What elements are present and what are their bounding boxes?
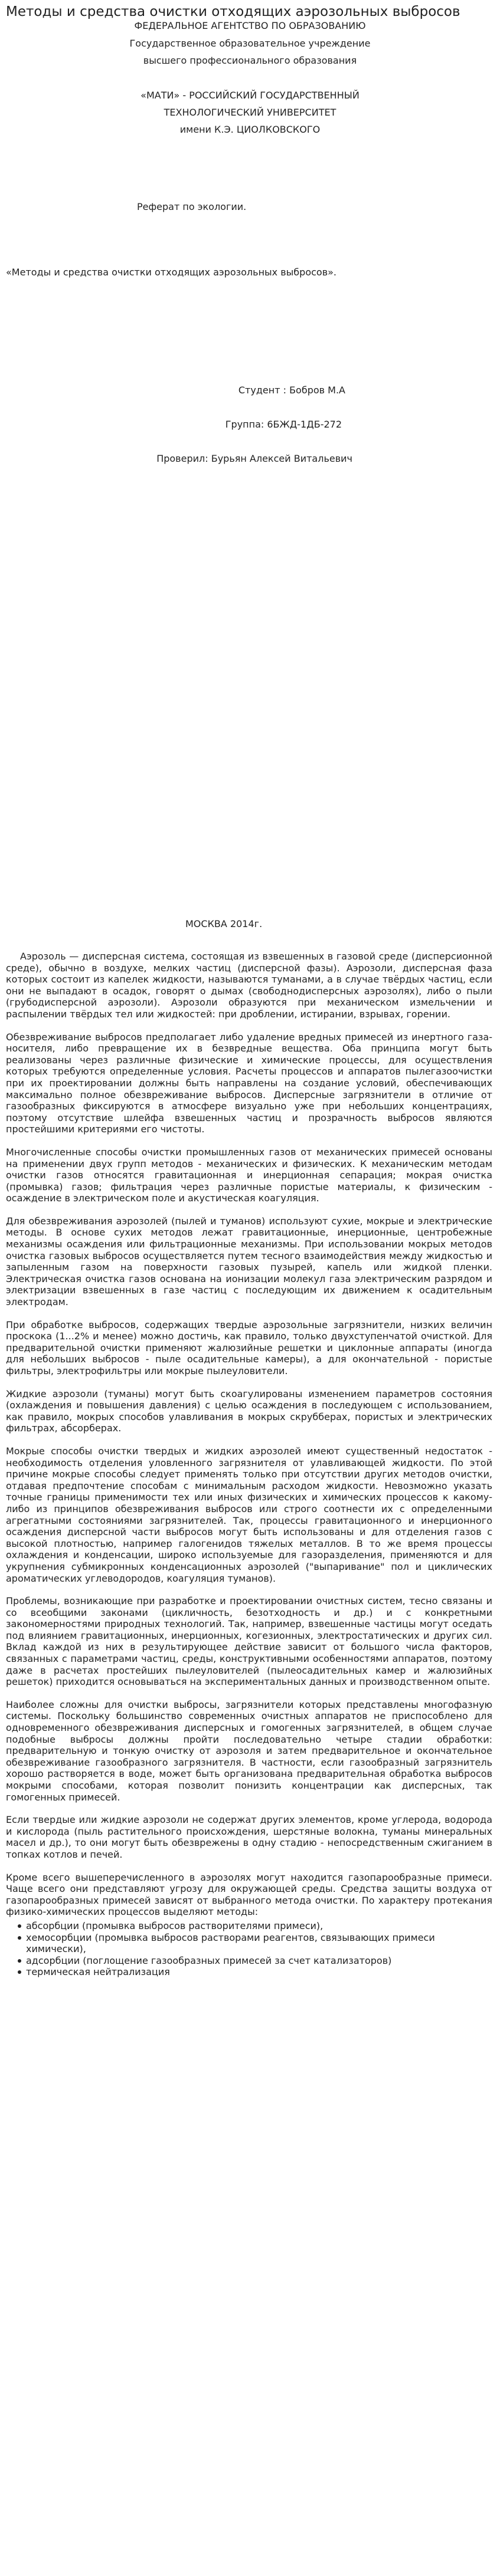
checked-by: Проверил: Бурьян Алексей Витальевич bbox=[156, 453, 352, 464]
report-topic: «Методы и средства очистки отходящих аэрозольных выбросов». bbox=[6, 267, 336, 278]
paragraph: Мокрые способы очистки твердых и жидких аэрозолей имеют существенный недостаток - необходимость отделения уловленного загрязнителя от улавливающей жидкости. По этой причине мокрые способы следует применять только при отсутствии других методов очистки, отдавая предпочтение способам с минимальным расходом жидкости. Невозможно указать точные границы применимости тех или иных физических и химических процессов к какому-либо из принципов обезвреживания выбросов или строго соотнести их с определенными агрегатными состояниями загрязнителей. Так, процессы гравитационного и инерционного осаждения дисперсной части выбросов могут быть использованы и для отделения газов с высокой плотностью, например галогенидов тяжелых металлов. В то же время процессы охлаждения и конденсации, широко используемые для газоразделения, применяются и для укрупнения субмикронных конденсационных аэрозолей ("выпаривание" пол и циклических ароматических углеводородов, коагуляция туманов). bbox=[6, 1445, 492, 1584]
paragraph: При обработке выбросов, содержащих твердые аэрозольные загрязнители, низких величин проскока (1...2% и менее) можно достичь, как правило, только двухступенчатой очисткой. Для предварительной очистки применяют жалюзийные решетки и циклонные аппараты (иногда для небольших выбросов - пыле осадительные камеры), а для окончательной - пористые фильтры, электрофильтры или мокрые пылеуловители. bbox=[6, 1319, 492, 1376]
institution-line: Государственное образовательное учреждение bbox=[129, 38, 371, 49]
list-item: адсорбции (поглощение газообразных примесей за счет катализаторов) bbox=[26, 1955, 492, 1967]
paragraph: Наиболее сложны для очистки выбросы, загрязнители которых представлены многофазную системы. Поскольку большинство современных очистных аппаратов не приспособлено для одновременного обезвреживания дисперсных и гомогенных загрязнителей, в общем случае подобные выбросы должны пройти последовательно четыре стадии обработки: предварительную и тонкую очистку от аэрозоля и затем предварительное и окончательное обезвреживание газообразного загрязнителя. В частности, если газообразный загрязнитель хорошо растворяется в воде, может быть организована предварительная обработка выбросов мокрыми способами, которая позволит понизить концентрации как дисперсных, так гомогенных примесей. bbox=[6, 1698, 492, 1803]
university-line-1: «МАТИ» - РОССИЙСКИЙ ГОСУДАРСТВЕННЫЙ bbox=[140, 90, 360, 101]
education-line: высшего профессионального образования bbox=[143, 55, 357, 66]
agency-line: ФЕДЕРАЛЬНОЕ АГЕНТСТВО ПО ОБРАЗОВАНИЮ bbox=[134, 20, 366, 31]
university-line-3: имени К.Э. ЦИОЛКОВСКОГО bbox=[179, 124, 321, 135]
paragraph: Аэрозоль — дисперсная система, состоящая из взвешенных в газовой среде (дисперсионной среде), обычно в воздухе, мелких частиц (дисперсной фазы). Аэрозоли, дисперсная фаза которых состоит из капелек жидкости, называются туманами, а в случае твёрдых частиц, если они не выпадают в осадок, говорят о дымах (свободнодисперсных аэрозолях), либо о пыли (грубодисперсной аэрозоли). Аэрозоли образуются при механическом измельчении и распылении твёрдых тел или жидкостей: при дроблении, истирании, взрывах, горении. bbox=[6, 951, 492, 1020]
student-name: Студент : Бобров М.А bbox=[238, 385, 345, 396]
list-item: хемосорбции (промывка выбросов растворами реагентов, связывающих примеси химически), bbox=[26, 1932, 492, 1955]
paragraph: Для обезвреживания аэрозолей (пылей и туманов) используют сухие, мокрые и электрические методы. В основе сухих методов лежат гравитационные, инерционные, центробежные механизмы осаждения или фильтрационные механизмы. При использовании мокрых методов очистка газовых выбросов осуществляется путем тесного взаимодействия между жидкостью и запыленным газом на поверхности газовых пузырей, капель или жидкой пленки. Электрическая очистка газов основана на ионизации молекул газа электрическим разрядом и электризации взвешенных в газе частиц с последующим их движением к осадительным электродам. bbox=[6, 1215, 492, 1308]
document-body bbox=[6, 951, 492, 1978]
methods-list bbox=[6, 1920, 492, 1978]
paragraph: Обезвреживание выбросов предполагает либо удаление вредных примесей из инертного газа-носителя, либо превращение их в безвредные вещества. Оба принципа могут быть реализованы через различные физические и химические процессы, для осуществления которых требуются определенные условия. Расчеты процессов и аппаратов пылегазоочистки при их проектировании должны быть направлены на создание условий, обеспечивающих максимально полное обезвреживание выбросов. Дисперсные загрязнители в отличие от газообразных фиксируются в атмосфере визуально уже при небольших концентрациях, поэтому отсутствие шлейфа взвешенных частиц и прозрачность выбросов являются простейшими критериями его чистоты. bbox=[6, 1031, 492, 1135]
paragraph: Многочисленные способы очистки промышленных газов от механических примесей основаны на применении двух групп методов - механических и физических. К механическим методам очистки газов относятся гравитационная и инерционная сепарация; мокрая очистка (промывка) газов; фильтрация через различные пористые материалы, к физическим - осаждение в электрическом поле и акустическая коагуляция. bbox=[6, 1146, 492, 1204]
paragraph: Если твердые или жидкие аэрозоли не содержат других элементов, кроме углерода, водорода и кислорода (пыль растительного происхождения, шерстяные волокна, туманы минеральных масел и др.), то они могут быть обезврежены в одну стадию - непосредственным сжиганием в топках котлов и печей. bbox=[6, 1814, 492, 1860]
paragraph: Кроме всего вышеперечисленного в аэрозолях могут находится газопарообразные примеси. Чаще всего они представляют угрозу для окружающей среды. Средства защиты воздуха от газопарообразных примесей зависят от выбранного метода очистки. По характеру протекания физико-химических процессов выделяют методы: bbox=[6, 1871, 492, 1918]
city-year: МОСКВА 2014г. bbox=[185, 918, 263, 929]
paragraph: Проблемы, возникающие при разработке и проектировании очистных систем, тесно связаны и со всеобщими законами (цикличность, безотходность и др.) и с конкретными закономерностями природных технологий. Так, например, взвешенные частицы могут оседать под влиянием гравитационных, инерционных, когезионных, электростатических и других сил. Вклад каждой из них в результирующее действие зависит от большого числа факторов, связанных с параметрами частиц, среды, конструктивными особенностями аппаратов, поэтому даже в расчетах простейших пылеуловителей (пылеосадительных камер и жалюзийных решеток) приходится основываться на экспериментальных данных и производственном опыте. bbox=[6, 1595, 492, 1688]
paragraph: Жидкие аэрозоли (туманы) могут быть скоагулированы изменением параметров состояния (охлаждения и повышения давления) с целью осаждения в последующем с использованием, как правило, мокрых способов улавливания в мокрых скрубберах, пористых и электрических фильтрах, абсорберах. bbox=[6, 1388, 492, 1434]
page-title: Методы и средства очистки отходящих аэрозольных выбросов bbox=[6, 4, 460, 19]
report-type: Реферат по экологии. bbox=[137, 201, 247, 212]
list-item: абсорбции (промывка выбросов растворителями примеси), bbox=[26, 1920, 492, 1932]
student-group: Группа: 6БЖД-1ДБ-272 bbox=[225, 419, 342, 430]
list-item: термическая нейтрализация bbox=[26, 1966, 492, 1978]
university-line-2: ТЕХНОЛОГИЧЕСКИЙ УНИВЕРСИТЕТ bbox=[164, 107, 336, 118]
